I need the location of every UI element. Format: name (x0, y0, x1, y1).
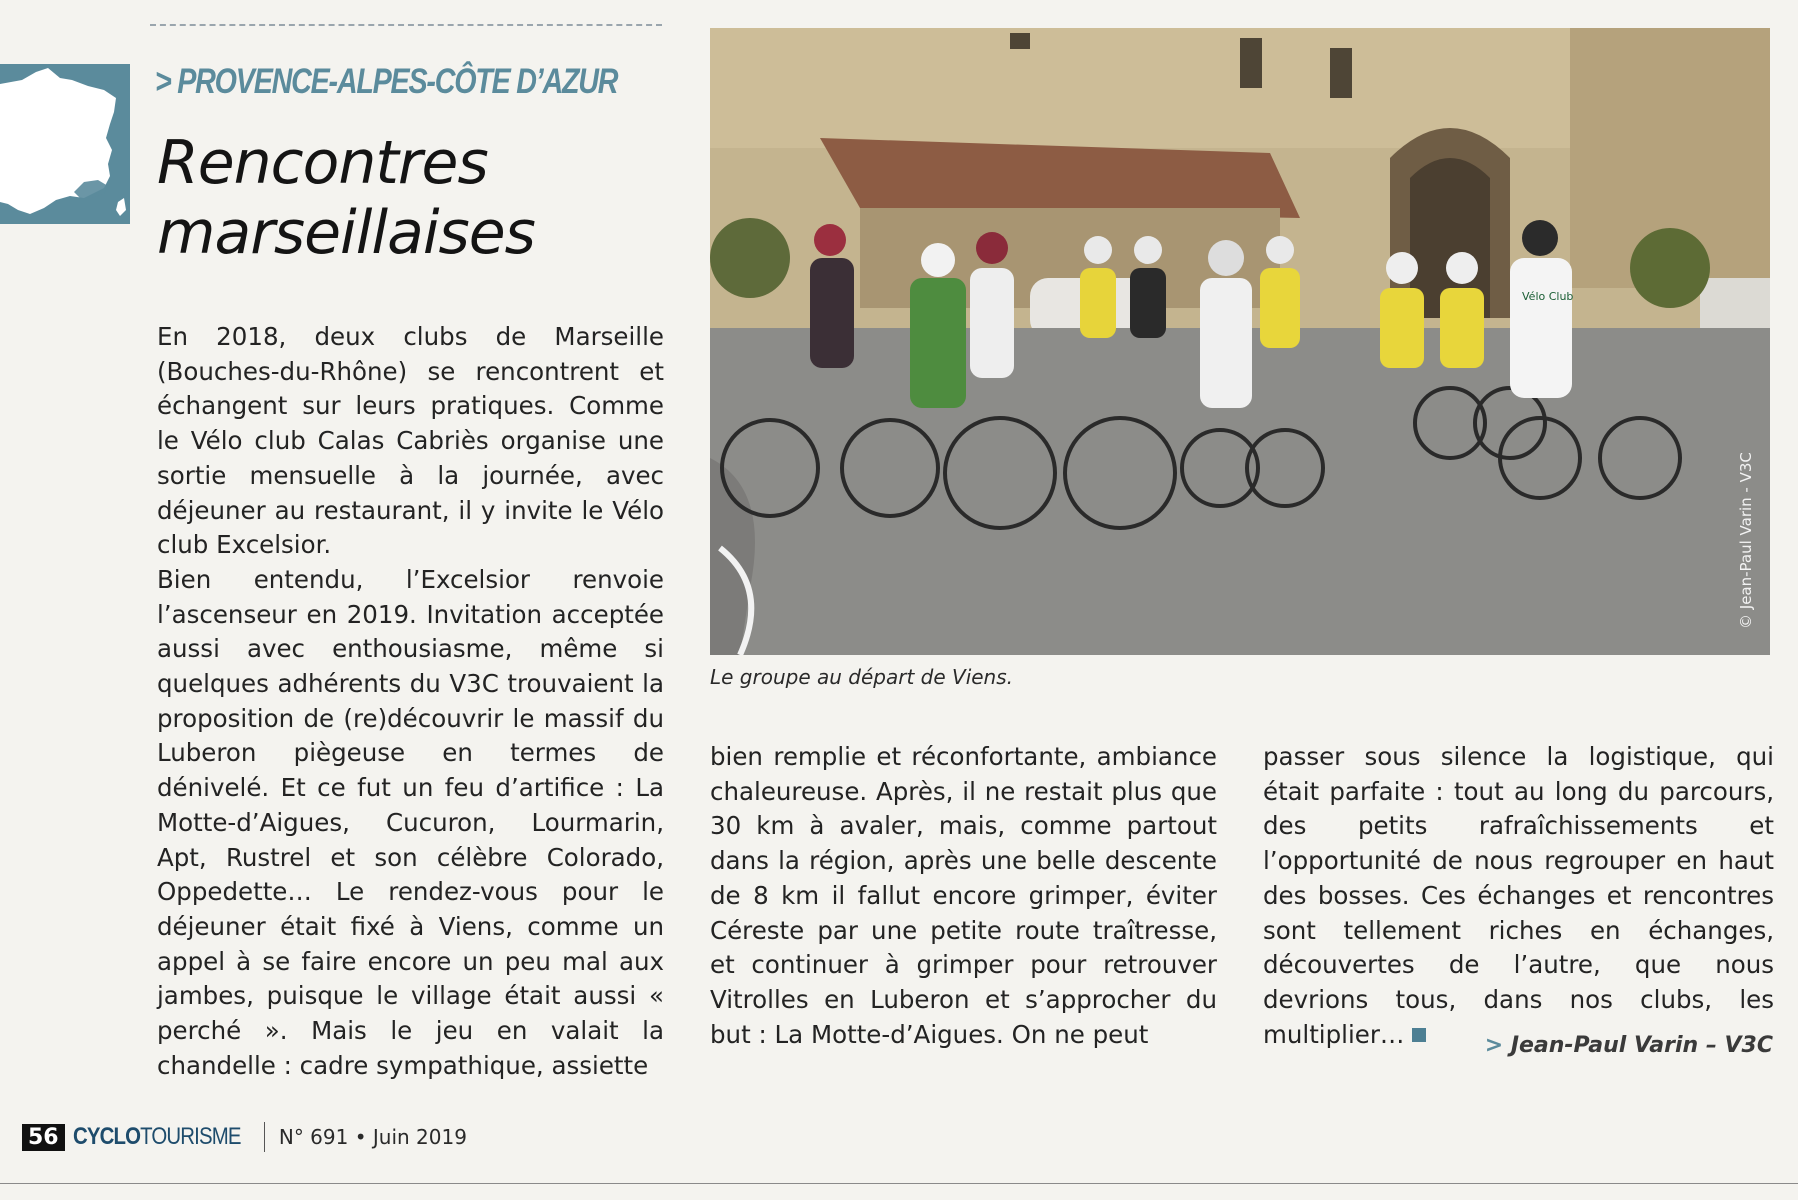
end-mark-icon (1412, 1028, 1426, 1042)
byline-arrow: > (1484, 1033, 1504, 1058)
region-heading: > PROVENCE-ALPES-CÔTE D’AZUR (155, 62, 618, 101)
top-dashed-rule (150, 24, 662, 26)
magazine-logo (73, 1123, 241, 1151)
photo-caption: Le groupe au départ de Viens. (710, 665, 1014, 689)
article-column-3 (1263, 740, 1774, 1052)
footer-separator (264, 1122, 265, 1152)
page-footer (22, 1120, 467, 1154)
issue-info: N° 691 • Juin 2019 (278, 1125, 467, 1149)
author-byline (1485, 1033, 1773, 1058)
article-column-1 (157, 320, 664, 1083)
magazine-logo-bold: CYCLO (72, 1123, 140, 1150)
paragraph-final-text: passer sous silence la logistique, qui était parfaite : tout au long du parcours, des petits rafraîchissements et l’opportunité de nous regrouper en haut des bosses. Ces échanges et rencontres sont tellement riches en échanges, découvertes de l’autre, que nous devrions tous, dans nos clubs, les multiplier… (1263, 742, 1774, 1049)
paragraph-main: Bien entendu, l’Excelsior renvoie l’ascenseur en 2019. Invitation acceptée aussi avec enthousiasme, même si quelques adhérents du V3C trouvaient la proposition de (re)découvrir le massif du Luberon piègeuse en termes de dénivelé. Et ce fut un feu d’artifice : La Motte-d’Aigues, Cucuron, Lourmarin, Apt, Rustrel et son célèbre Colorado, Oppedette… Le rendez-vous pour le déjeuner était fixé à Viens, comme un appel à se faire encore un peu mal aux jambes, puisque le village était aussi « perché ». Mais le jeu en valait la chandelle : cadre sympathique, assiette (157, 564, 664, 1080)
author-name: Jean-Paul Varin – V3C (1510, 1033, 1773, 1058)
article-title: Rencontres marseillaises (157, 128, 535, 268)
paragraph-continued: bien remplie et réconfortante, ambiance chaleureuse. Après, il ne restait plus que 30 km à avaler, mais, comme partout dans la région, après une belle descente de 8 km il fallut encore grimper, éviter Céreste par une petite route traîtresse, et continuer à grimper pour retrouver Vitrolles en Luberon et s’approcher du but : La Motte-d’Aigues. On ne peut (710, 742, 1217, 1049)
magazine-logo-light: TOURISME (139, 1123, 241, 1150)
page-number: 56 (22, 1124, 65, 1151)
france-map-icon (0, 64, 130, 224)
article-column-2 (710, 740, 1217, 1052)
photo-credit: © Jean-Paul Varin - V3C (1737, 452, 1755, 629)
bottom-rule (0, 1183, 1798, 1184)
jersey-text: Vélo Club (1522, 290, 1574, 303)
group-photo (710, 28, 1770, 655)
paragraph-intro: En 2018, deux clubs de Marseille (Bouches-du-Rhône) se rencontrent et échangent sur leurs pratiques. Comme le Vélo club Calas Cabriès organise une sortie mensuelle à la journée, avec déjeuner au restaurant, il y invite le Vélo club Excelsior. (157, 322, 664, 560)
paragraph-final (1263, 740, 1774, 1052)
